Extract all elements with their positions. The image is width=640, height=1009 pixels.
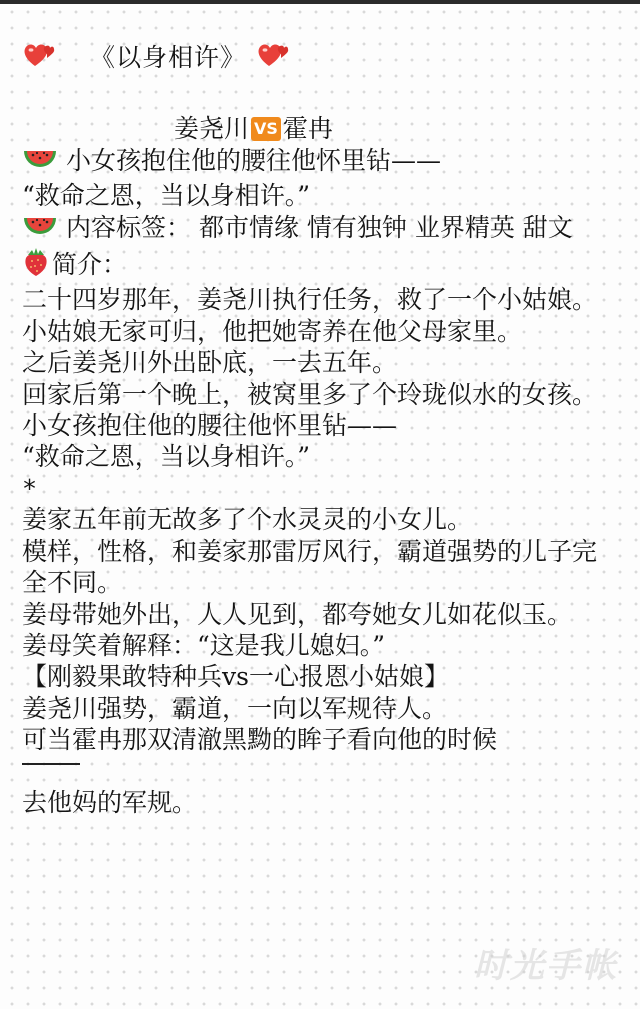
- summary-paragraph: 二十四岁那年，姜尧川执行任务，救了一个小姑娘。: [22, 285, 598, 315]
- post-content: [22, 40, 612, 818]
- title-line: [22, 40, 612, 77]
- heart-icon: [22, 40, 56, 77]
- section-separator: *: [22, 473, 38, 503]
- tags-line: [22, 212, 612, 247]
- intro-quote-line-1: [22, 145, 612, 180]
- cast-line: [22, 113, 612, 144]
- summary-paragraph: 姜母带她外出，人人见到，都夸她女儿如花似玉。: [22, 599, 573, 629]
- top-edge-bar: [0, 0, 640, 4]
- summary-paragraph: 小姑娘无家可归，他把她寄养在他父母家里。: [22, 316, 523, 346]
- summary-paragraph: 小女孩抱住他的腰往他怀里钻——: [22, 411, 398, 441]
- intro-quote-text-2: “救命之恩，当以身相许。”: [22, 181, 311, 211]
- summary-paragraph: 回家后第一个晚上，被窝里多了个玲珑似水的女孩。: [22, 379, 598, 409]
- summary-paragraph: 模样，性格，和姜家那雷厉风行，霸道强势的儿子完全不同。: [22, 536, 598, 598]
- summary-label: 简介：: [52, 250, 128, 280]
- intro-quote-line-2: [22, 180, 612, 211]
- app-watermark: 时光手帐: [474, 946, 618, 986]
- summary-paragraph: 姜尧川强势，霸道，一向以军规待人。: [22, 693, 448, 723]
- summary-paragraph: 姜家五年前无故多了个水灵灵的小女儿。: [22, 505, 473, 535]
- summary-paragraph: 姜母笑着解释：“这是我儿媳妇。”: [22, 630, 386, 660]
- female-lead-name: 霍冉: [282, 114, 333, 144]
- watermelon-icon: [22, 214, 58, 247]
- summary-paragraph: 之后姜尧川外出卧底，一去五年。: [22, 348, 398, 378]
- dash-divider: [22, 756, 612, 787]
- summary-ending: 去他妈的军规。: [22, 787, 198, 817]
- novel-title: 《以身相许》: [90, 43, 247, 72]
- tags-label: 内容标签：: [66, 212, 192, 242]
- summary-label-line: [22, 247, 612, 284]
- summary-paragraph: 可当霍冉那双清澈黑黝的眸子看向他的时候: [22, 725, 498, 755]
- strawberry-icon: [22, 247, 50, 284]
- summary-paragraph: “救命之恩，当以身相许。”: [22, 442, 311, 472]
- intro-quote-text-1: 小女孩抱住他的腰往他怀里钻——: [66, 145, 442, 175]
- vs-badge: VS: [251, 117, 281, 141]
- heart-icon: [256, 40, 290, 77]
- watermelon-icon: [22, 147, 58, 180]
- tags-value: 都市情缘 情有独钟 业界精英 甜文: [198, 212, 573, 242]
- male-lead-name: 姜尧川: [174, 114, 250, 144]
- summary-tagline: 【刚毅果敢特种兵vs一心报恩小姑娘】: [22, 662, 449, 692]
